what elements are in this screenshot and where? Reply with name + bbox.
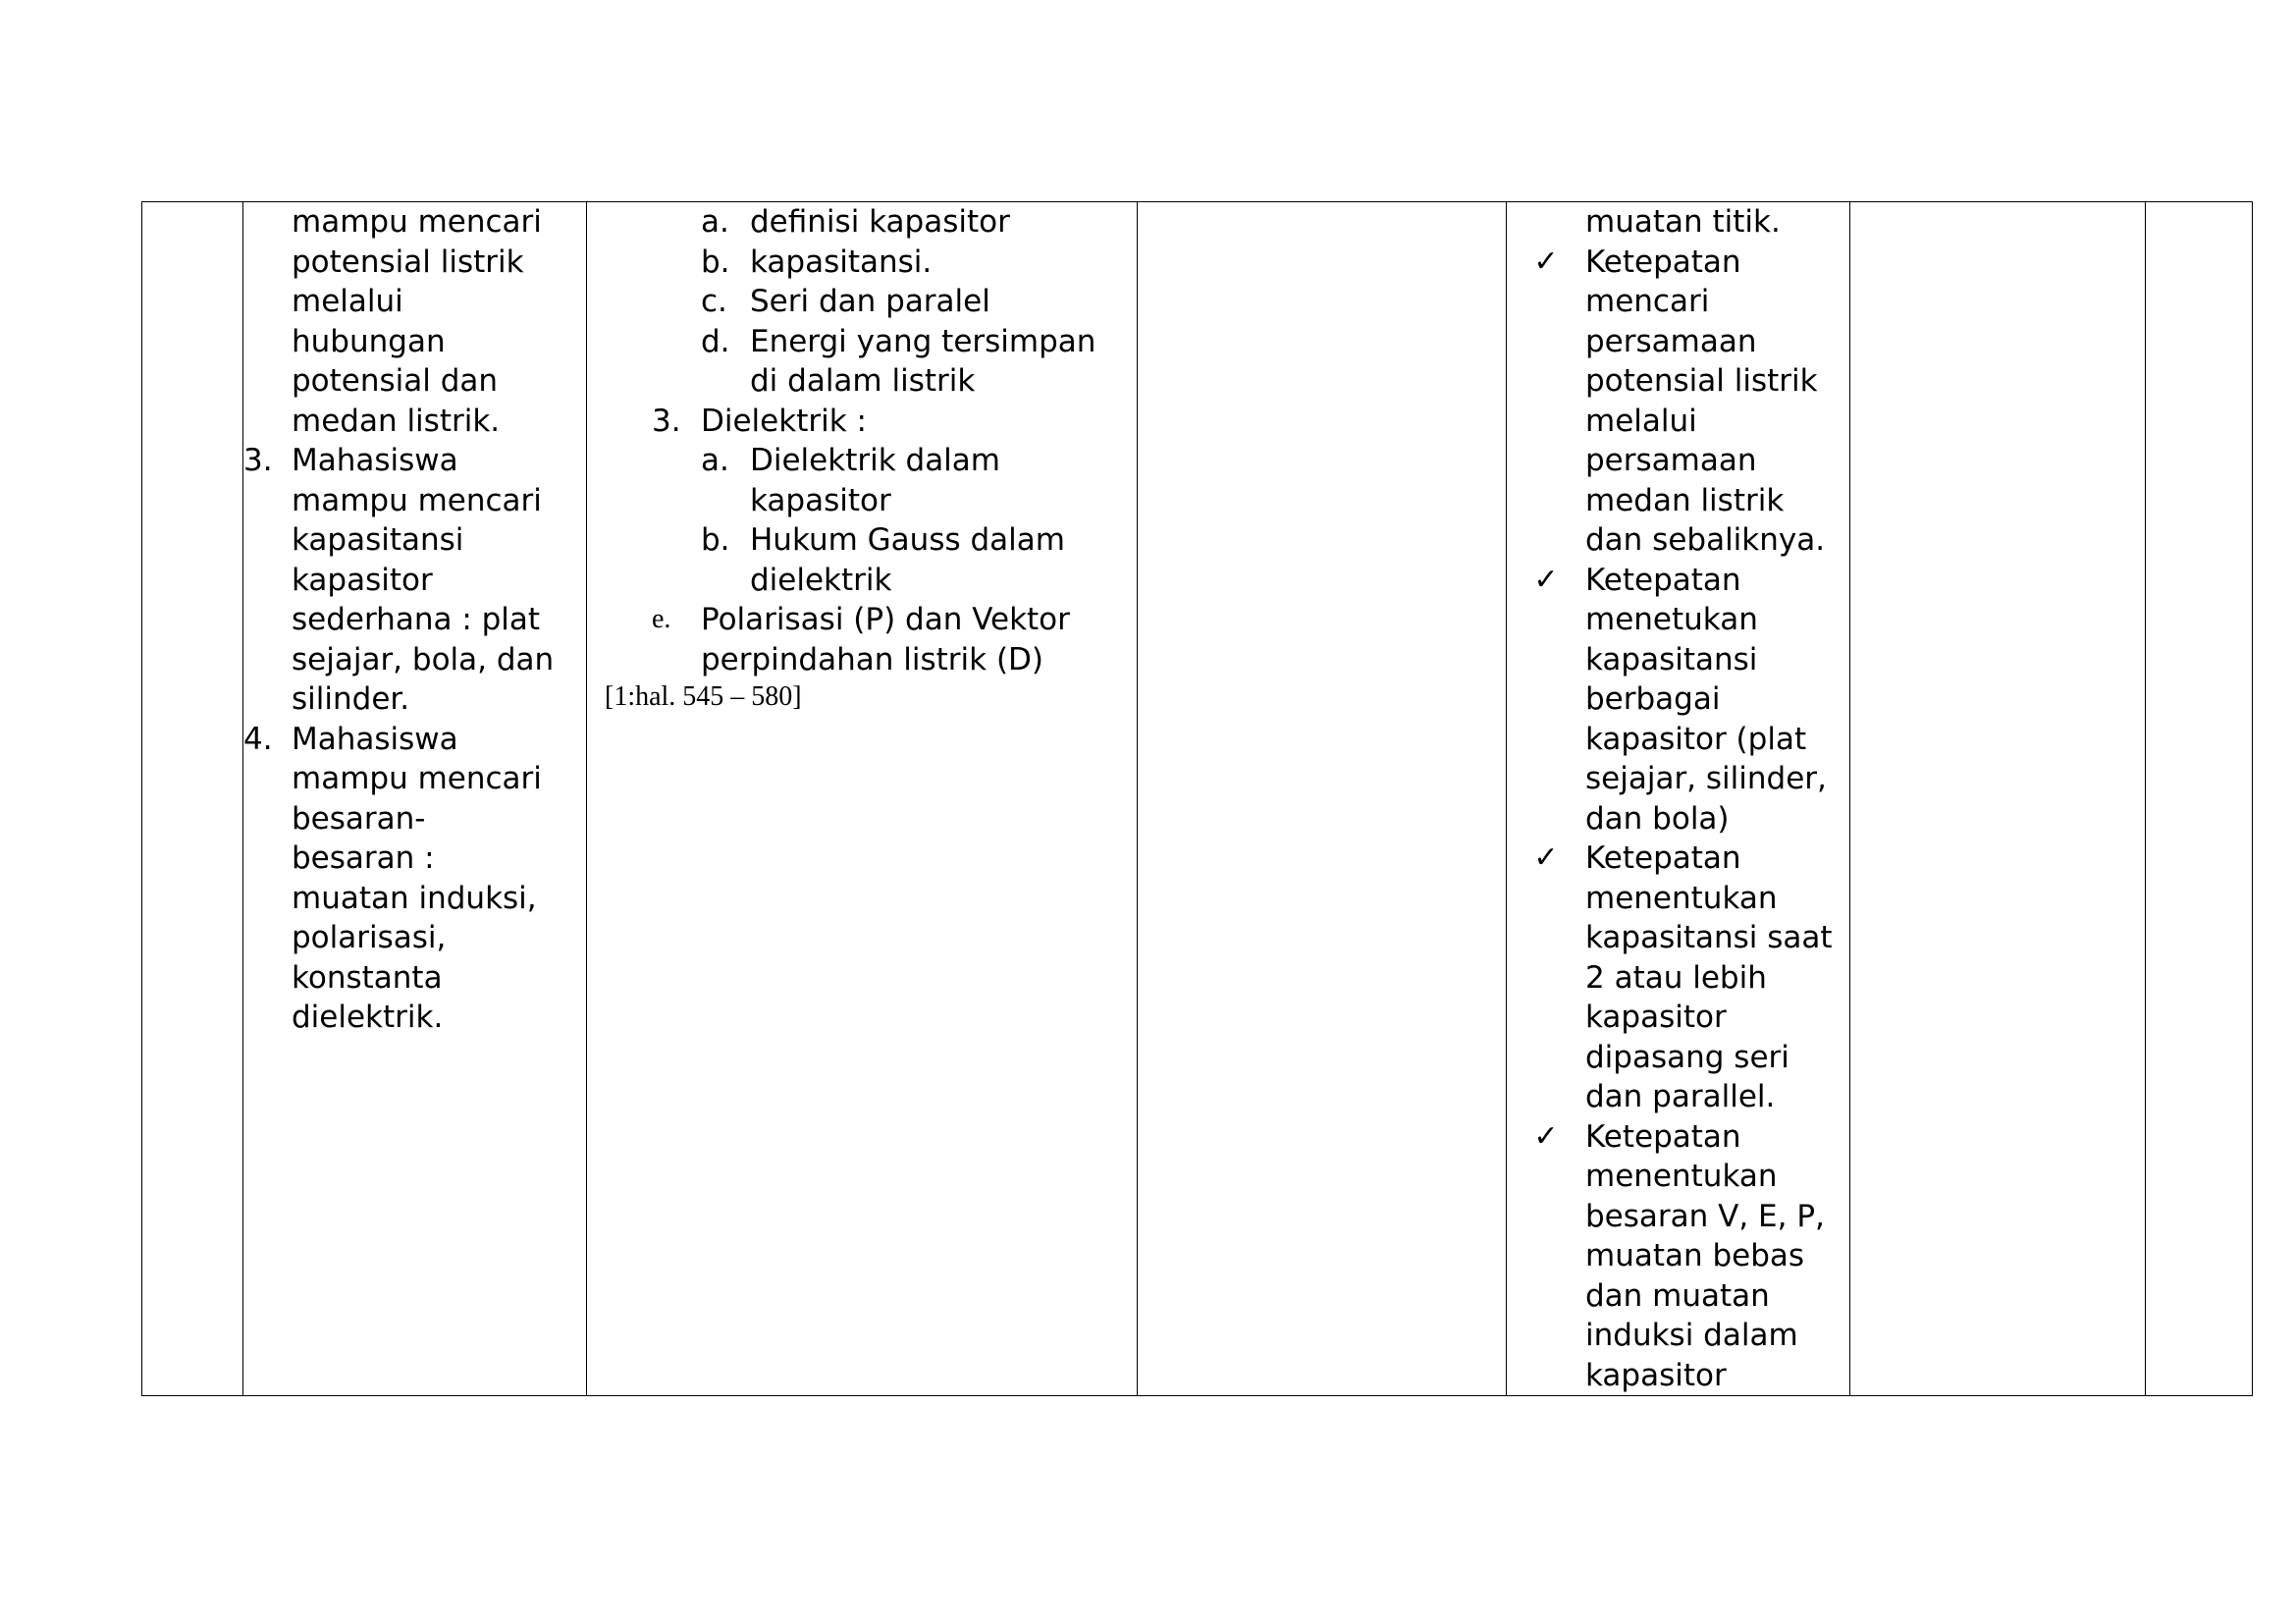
text-line: Dielektrik dalam <box>750 443 1000 478</box>
indicator-item <box>1507 1117 1849 1396</box>
checkmark-icon: ✓ <box>1533 562 1559 597</box>
text-line: besaran- <box>292 800 426 837</box>
text-line: kapasitor (plat <box>1585 721 1807 757</box>
text-line: mampu mencari <box>292 204 542 240</box>
text-line: polarisasi, <box>292 920 447 955</box>
course-plan-table <box>141 201 2253 1396</box>
text-line: Mahasiswa <box>292 721 458 757</box>
material-item <box>587 402 1137 442</box>
text-line: kapasitansi <box>292 522 464 558</box>
text-line: kapasitansi <box>1585 641 1758 677</box>
material-subitem <box>587 202 1137 243</box>
list-number: 3. <box>652 403 681 439</box>
material-subitem <box>587 441 1137 520</box>
material-item <box>587 600 1137 679</box>
text-line: silinder. <box>292 681 410 717</box>
list-letter: b. <box>701 243 730 280</box>
text-line: dielektrik <box>750 562 892 598</box>
text-line: dan bola) <box>1585 800 1730 837</box>
material-heading: Dielektrik : <box>701 403 867 439</box>
material-subitem <box>587 520 1137 600</box>
text-line: Ketepatan <box>1585 840 1741 876</box>
text-line: menentukan <box>1585 880 1778 916</box>
text-line: besaran : <box>292 840 435 876</box>
text-line: potensial listrik <box>292 243 524 280</box>
list-letter: a. <box>701 443 729 478</box>
list-letter: e. <box>652 604 671 634</box>
text-line: kapasitansi. <box>750 243 933 280</box>
cell-learning-materials <box>587 202 1138 1396</box>
table-row <box>142 202 2253 1396</box>
text-line: berbagai <box>1585 681 1721 717</box>
text-line: Seri dan paralel <box>750 284 990 319</box>
text-line: sejajar, bola, dan <box>292 641 555 677</box>
list-letter: a. <box>701 204 729 240</box>
material-subitem <box>587 243 1137 283</box>
text-line: kapasitor <box>292 562 433 598</box>
text-line: muatan bebas <box>1585 1238 1805 1273</box>
indicator-item <box>1507 243 1849 561</box>
cell-week <box>142 202 243 1396</box>
text-line: dan sebaliknya. <box>1585 522 1826 558</box>
reference-citation: [1:hal. 545 – 580] <box>605 681 802 712</box>
text-line: Ketepatan <box>1585 562 1741 598</box>
text-line: kapasitor <box>1585 1000 1727 1035</box>
text-line: kapasitor <box>1585 1357 1727 1393</box>
material-subitem <box>587 282 1137 322</box>
text-line: dielektrik. <box>292 1000 444 1035</box>
text-line: sederhana : plat <box>292 602 541 637</box>
text-line: muatan titik. <box>1585 204 1781 240</box>
indicator-item <box>1507 839 1849 1117</box>
text-line: sejajar, silinder, <box>1585 761 1827 796</box>
text-line: menentukan <box>1585 1159 1778 1194</box>
text-line: Mahasiswa <box>292 443 458 478</box>
text-line: hubungan <box>292 323 446 359</box>
text-line: persamaan <box>1585 323 1757 359</box>
text-line: melalui <box>292 284 403 319</box>
list-letter: b. <box>701 522 730 558</box>
text-line: mencari <box>1585 284 1710 319</box>
list-letter: c. <box>701 284 727 319</box>
text-line: menetukan <box>1585 602 1758 637</box>
cell-weight <box>2146 202 2253 1396</box>
text-line: persamaan <box>1585 443 1757 478</box>
text-line: medan listrik <box>1585 482 1785 518</box>
indicator-continuation <box>1507 202 1849 243</box>
text-line: konstanta <box>292 959 443 996</box>
list-number: 4. <box>243 721 273 757</box>
text-line: dan parallel. <box>1585 1079 1776 1114</box>
text-line: induksi dalam <box>1585 1318 1798 1353</box>
text-line: muatan induksi, <box>292 880 537 916</box>
checkmark-icon: ✓ <box>1533 243 1559 279</box>
text-line: dan muatan <box>1585 1277 1770 1314</box>
text-line: perpindahan listrik (D) <box>701 641 1044 677</box>
text-line: potensial listrik <box>1585 363 1818 399</box>
text-line: di dalam listrik <box>750 363 976 399</box>
text-line: kapasitansi saat <box>1585 920 1833 955</box>
text-line: definisi kapasitor <box>750 204 1010 240</box>
text-line: mampu mencari <box>292 482 542 518</box>
indicator-item <box>1507 561 1849 839</box>
text-line: Ketepatan <box>1585 243 1741 280</box>
text-line: medan listrik. <box>292 403 501 439</box>
text-line: potensial dan <box>292 363 499 399</box>
cell-learning-outcomes <box>243 202 587 1396</box>
text-line: besaran V, E, P, <box>1585 1198 1825 1234</box>
list-number: 3. <box>243 443 273 478</box>
text-line: Polarisasi (P) dan Vektor <box>701 602 1070 637</box>
cell-learning-method <box>1138 202 1507 1396</box>
checkmark-icon: ✓ <box>1533 1118 1559 1154</box>
outcome-item <box>243 720 586 1038</box>
text-line: Ketepatan <box>1585 1118 1741 1155</box>
text-line: 2 atau lebih <box>1585 959 1767 996</box>
text-line: mampu mencari <box>292 761 542 796</box>
text-line: Energi yang tersimpan <box>750 323 1096 359</box>
cell-assessment-indicators <box>1507 202 1850 1396</box>
text-line: Hukum Gauss dalam <box>750 522 1065 558</box>
material-subitem <box>587 322 1137 402</box>
outcome-continuation <box>243 202 586 441</box>
text-line: kapasitor <box>750 482 891 518</box>
list-letter: d. <box>701 323 730 359</box>
text-line: melalui <box>1585 403 1697 439</box>
cell-assessment-criteria <box>1850 202 2146 1396</box>
checkmark-icon: ✓ <box>1533 840 1559 875</box>
outcome-item <box>243 441 586 720</box>
text-line: dipasang seri <box>1585 1039 1789 1075</box>
